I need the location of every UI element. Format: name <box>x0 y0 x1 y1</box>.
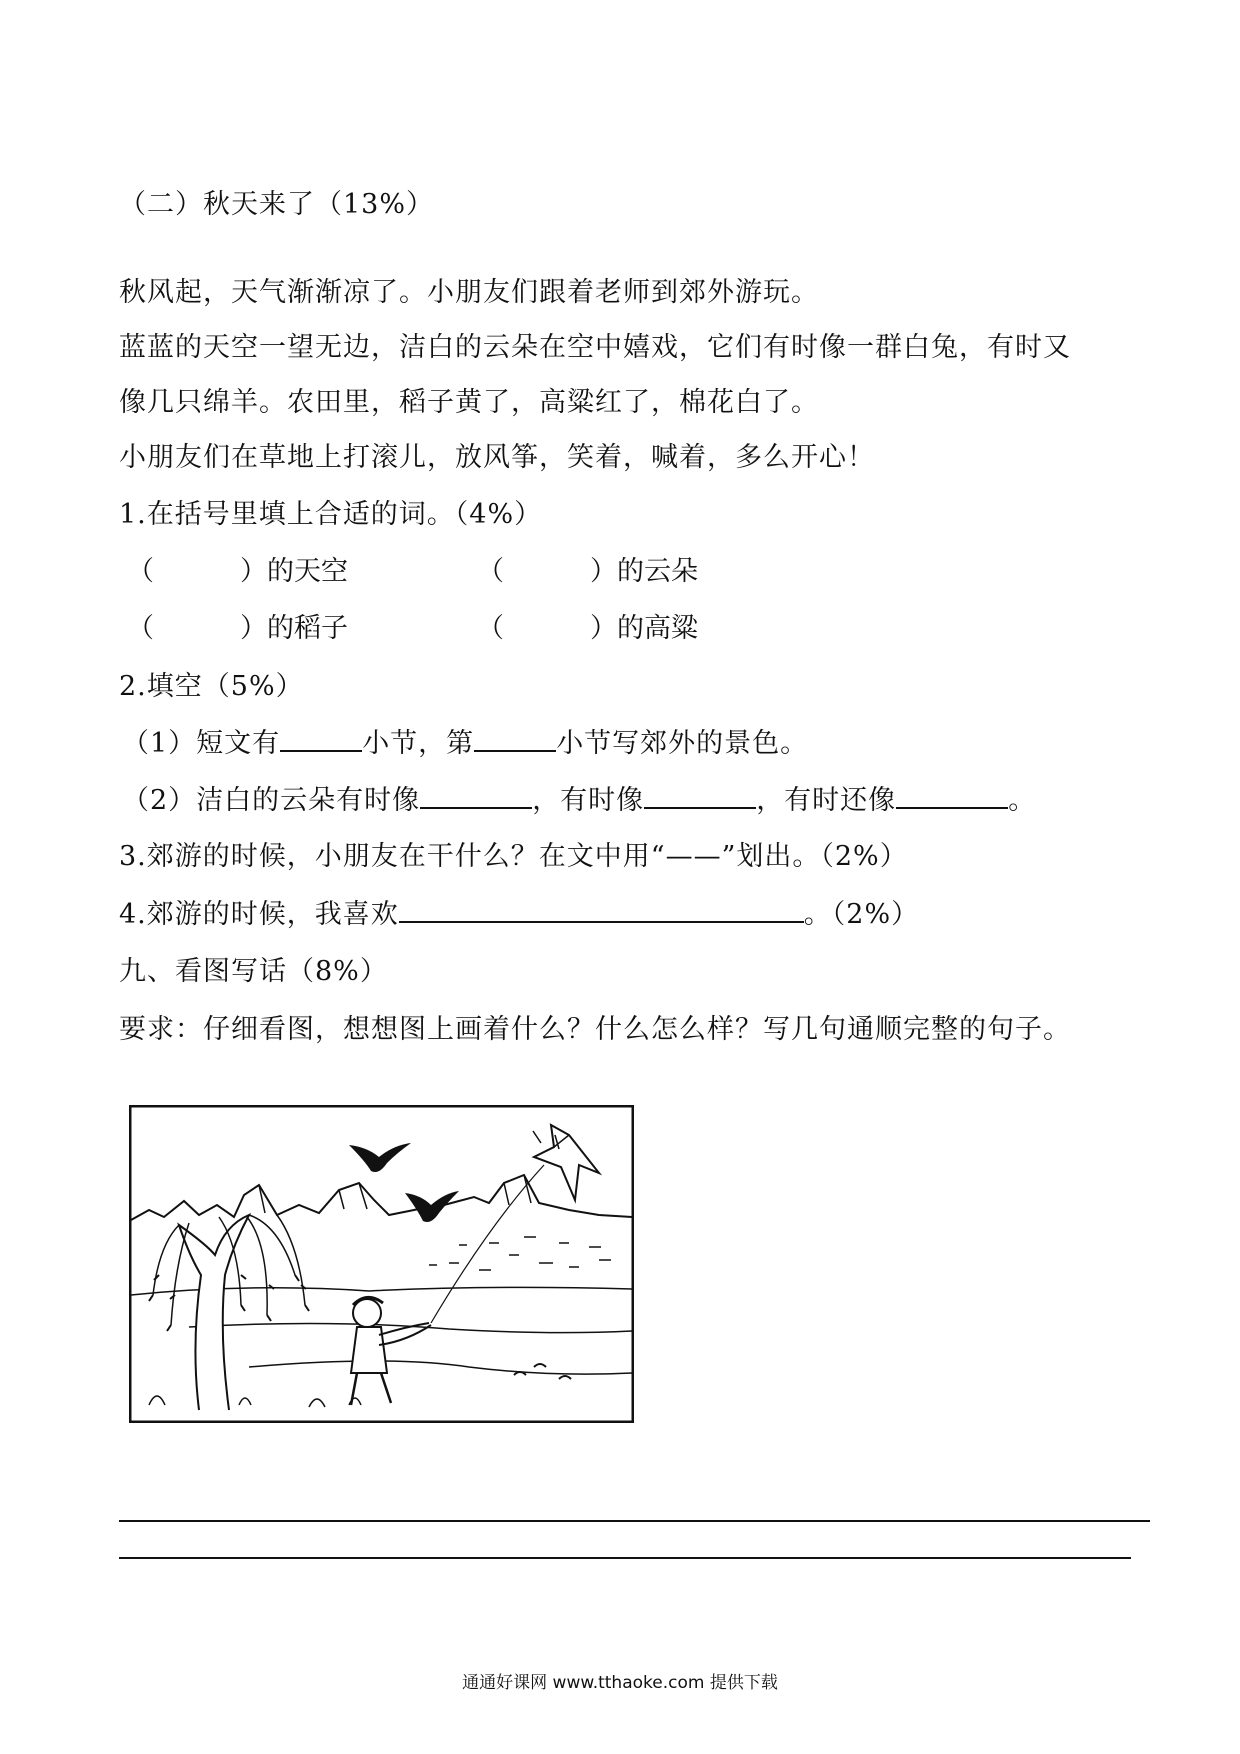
q1-item-label: 的天空 <box>267 556 348 587</box>
q2-s1-text-a: （1）短文有 <box>122 728 281 759</box>
q2-sentence-2 <box>122 783 1036 818</box>
q2-s2-text-a: （2）洁白的云朵有时像 <box>122 785 421 816</box>
q2-s1-blank-2[interactable] <box>474 726 556 752</box>
q4-text-b: 。（2%） <box>803 899 920 930</box>
footer-text: 通通好课网 www.tthaoke.com 提供下载 <box>462 1673 778 1693</box>
question-1-title: 1.在括号里填上合适的词。（4%） <box>119 499 543 530</box>
question-2-title: 2.填空（5%） <box>119 671 304 702</box>
q1-item-2 <box>477 555 698 589</box>
q2-s1-text-b: 小节，第 <box>362 728 475 759</box>
close-paren: ） <box>590 556 617 587</box>
q4-text-a: 4.郊游的时候，我喜欢 <box>119 899 399 930</box>
close-paren: ） <box>240 556 267 587</box>
q2-s2-text-c: ，有时还像 <box>756 785 897 816</box>
section-9-requirement: 要求：仔细看图，想想图上画着什么？什么怎么样？写几句通顺完整的句子。 <box>119 1014 1071 1045</box>
question-4 <box>119 897 919 932</box>
q1-item-4 <box>477 612 698 646</box>
q2-s2-blank-3[interactable] <box>896 783 1008 809</box>
q1-item-1 <box>127 555 348 589</box>
kite-flying-illustration <box>129 1105 634 1423</box>
q2-s1-text-c: 小节写郊外的景色。 <box>556 728 809 759</box>
open-paren: （ <box>477 613 504 644</box>
writing-line-1[interactable] <box>119 1520 1150 1522</box>
q2-s2-blank-1[interactable] <box>420 783 532 809</box>
question-3: 3.郊游的时候，小朋友在干什么？在文中用“——”划出。（2%） <box>119 841 908 872</box>
q1-item-label: 的高粱 <box>617 613 698 644</box>
q1-item-label: 的云朵 <box>617 556 698 587</box>
open-paren: （ <box>477 556 504 587</box>
q2-s2-text-d: 。 <box>1008 785 1037 816</box>
section-title: （二）秋天来了（13%） <box>119 189 435 220</box>
passage-paragraph-2a: 蓝蓝的天空一望无边，洁白的云朵在空中嬉戏，它们有时像一群白兔，有时又 <box>119 332 1071 363</box>
open-paren: （ <box>127 613 154 644</box>
q1-item-3 <box>127 612 348 646</box>
q1-item-label: 的稻子 <box>267 613 348 644</box>
q4-blank[interactable] <box>399 897 804 923</box>
q2-sentence-1 <box>122 726 808 761</box>
close-paren: ） <box>590 613 617 644</box>
passage-paragraph-3: 小朋友们在草地上打滚儿，放风筝，笑着，喊着，多么开心！ <box>119 442 875 473</box>
section-9-title: 九、看图写话（8%） <box>119 956 388 987</box>
open-paren: （ <box>127 556 154 587</box>
passage-paragraph-1: 秋风起，天气渐渐凉了。小朋友们跟着老师到郊外游玩。 <box>119 277 819 308</box>
passage-paragraph-2b: 像几只绵羊。农田里，稻子黄了，高粱红了，棉花白了。 <box>119 387 819 418</box>
q2-s2-blank-2[interactable] <box>644 783 756 809</box>
writing-line-2[interactable] <box>119 1557 1131 1559</box>
q2-s2-text-b: ，有时像 <box>532 785 645 816</box>
q2-s1-blank-1[interactable] <box>280 726 362 752</box>
close-paren: ） <box>240 613 267 644</box>
